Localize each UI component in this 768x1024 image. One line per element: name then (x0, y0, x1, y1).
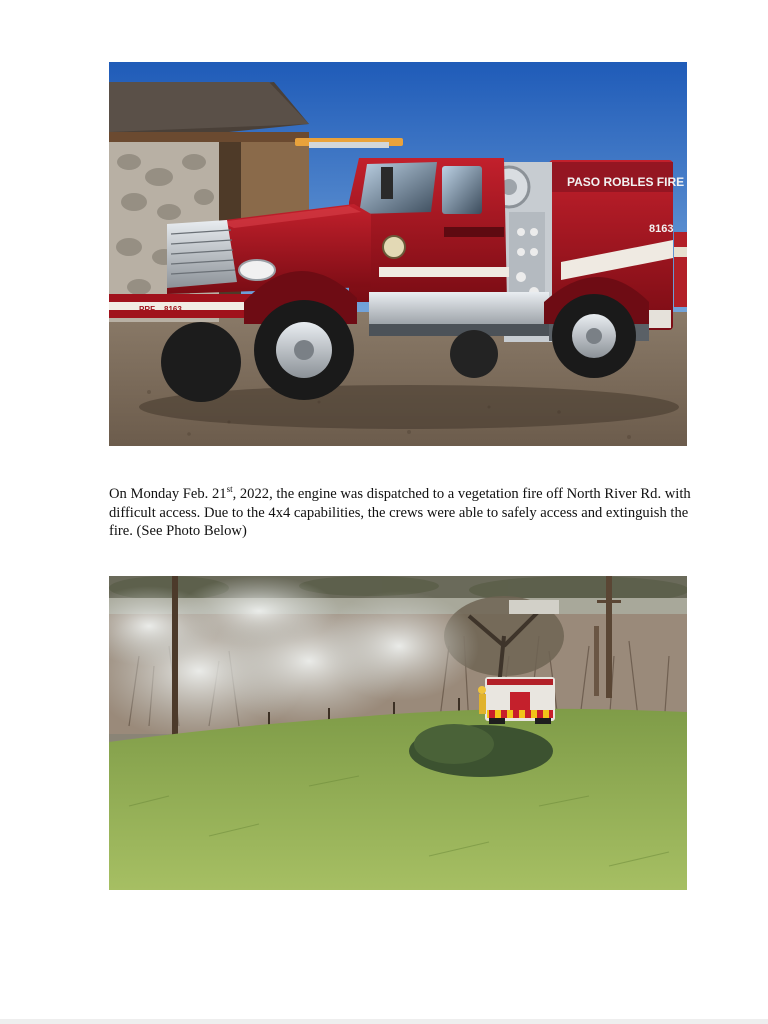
body-paragraph (109, 485, 699, 541)
firefighter (478, 686, 486, 714)
utility-pole (172, 576, 178, 742)
vegetation-fire-photo (109, 576, 687, 890)
bumper-label-left: PRF (139, 305, 155, 314)
utility-pole (606, 576, 612, 698)
page-bottom-edge (0, 1019, 768, 1024)
grass-hillside (109, 709, 687, 890)
truck-number-label: 8163 (649, 223, 674, 235)
fire-engine-rear (485, 677, 555, 724)
paragraph-superscript: st (226, 484, 233, 495)
paragraph-text-start: On Monday Feb. 21 (109, 486, 227, 502)
truck-name-label: PASO ROBLES FIRE (567, 175, 685, 189)
paragraph-text-rest: , 2022, the engine was dispatched to a vegetation fire off North River Rd. with difficult access. Due to the 4x4 capabilities, the crews were able to safely access and extinguish the fire. (See Photo Below) (109, 486, 691, 539)
fire-engine-photo (109, 62, 687, 446)
bumper-label-right: 8163 (164, 305, 182, 314)
